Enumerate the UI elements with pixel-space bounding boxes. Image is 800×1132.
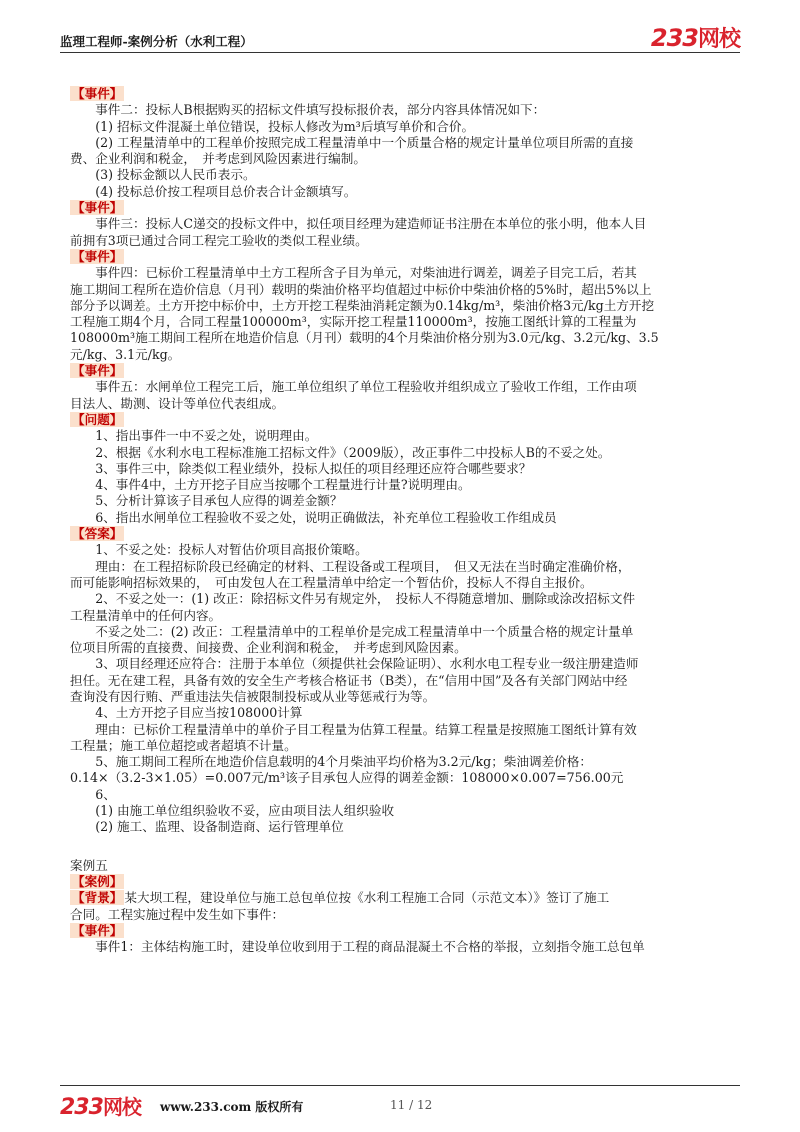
document-body (70, 86, 740, 955)
body-line: 2、不妥之处一：(1) 改正：除招标文件另有规定外， 投标人不得随意增加、删除或涂改招标文件 (70, 591, 636, 607)
body-line: 前拥有3项已通过合同工程完工验收的类似工程业绩。 (70, 232, 368, 248)
body-line: 0.14×（3.2-3×1.05）=0.007元/m³该子目承包人应得的调差金额：108000×0.007=756.00元 (70, 770, 624, 786)
body-line: 事件五：水闸单位工程完工后，施工单位组织了单位工程验收并组织成立了验收工作组，工作由项 (70, 379, 637, 395)
body-line: 5、施工期间工程所在地造价信息载明的4个月柴油平均价格为3.2元/kg；柴油调差价格： (70, 754, 592, 770)
page-number: 11 / 12 (390, 1098, 433, 1112)
body-line: 【事件】 (72, 363, 123, 379)
body-line: 理由：在工程招标阶段已经确定的材料、工程设备或工程项目， 但又无法在当时确定准确价格， (70, 558, 631, 574)
body-line: 3、项目经理还应符合：注册于本单位（须提供社会保险证明）、水利水电工程专业一级注册建造师 (70, 656, 639, 672)
body-line (70, 836, 740, 858)
body-line: (4) 投标总价按工程项目总价表合计金额填写。 (70, 183, 357, 199)
body-line: 1、不妥之处：投标人对暂估价项目高报价策略。 (70, 542, 368, 558)
body-line: 【答案】 (72, 526, 123, 542)
page-footer (60, 1085, 740, 1120)
body-line: 元/kg、3.1元/kg。 (70, 346, 181, 362)
page-header (60, 22, 740, 52)
body-line: 4、事件4中，土方开挖子目应当按哪个工程量进行计量?说明理由。 (70, 477, 471, 493)
body-line: 事件二：投标人B根据购买的招标文件填写投标报价表，部分内容具体情况如下： (70, 102, 546, 118)
body-line: 工程量；施工单位超挖或者超填不计量。 (70, 737, 297, 753)
body-line: (2) 工程量清单中的工程单价按照完成工程量清单中一个质量合格的规定计量单位项目所需的直接 (70, 134, 634, 150)
body-line: (2) 施工、监理、设备制造商、运行管理单位 (70, 819, 344, 835)
body-line: 施工期间工程所在造价信息（月刊）载明的柴油价格平均值超过中标价中柴油价格的5%时，超出5%以上 (70, 281, 652, 297)
body-line: 【事件】 (72, 86, 123, 101)
body-line: 【事件】 (72, 248, 123, 264)
body-line: 【案例】 (72, 873, 123, 889)
body-line: 查询没有因行贿、严重违法失信被限制投标或从业等惩戒行为等。 (70, 688, 436, 704)
logo-233-icon: 233网校 (650, 24, 740, 52)
body-line: (1) 招标文件混凝土单位错误，投标人修改为m³后填写单价和合价。 (70, 118, 475, 134)
body-line: (1) 由施工单位组织验收不妥，应由项目法人组织验收 (70, 803, 395, 819)
body-line: (3) 投标金额以人民币表示。 (70, 167, 256, 183)
footer-logo-233-icon: 233网校 (60, 1095, 141, 1120)
body-line: 而可能影响招标效果的， 可由发包人在工程量清单中给定一个暂估价，投标人不得自主报价。 (70, 574, 593, 590)
body-line: 目法人、勘测、设计等单位代表组成。 (70, 395, 285, 411)
body-line: 6、指出水闸单位工程验收不妥之处，说明正确做法，补充单位工程验收工作组成员 (70, 509, 557, 525)
body-line: 1、指出事件一中不妥之处，说明理由。 (70, 428, 318, 444)
body-line: 3、事件三中，除类似工程业绩外，投标人拟任的项目经理还应符合哪些要求？ (70, 460, 532, 476)
body-line: 事件四：已标价工程量清单中土方工程所含子目为单元，对柴油进行调差，调差子目完工后，若其 (70, 265, 637, 281)
body-line: 【事件】 (72, 200, 123, 216)
body-line: 【问题】 (72, 411, 123, 427)
body-line: 【背景】 某大坝工程，建设单位与施工总包单位按《水利工程施工合同（示范文本）》签订了施工 (72, 890, 610, 906)
body-line: 不妥之处二：(2) 改正：工程量清单中的工程单价是完成工程量清单中一个质量合格的规定计量单 (70, 623, 634, 639)
copyright-text: www.233.com 版权所有 (160, 1100, 304, 1114)
body-line: 担任。无在建工程，具备有效的安全生产考核合格证书（B类），在“信用中国”及各有关部门网站中经 (70, 672, 628, 688)
document-title: 监理工程师-案例分析（水利工程） (60, 34, 253, 49)
header-divider (60, 52, 740, 53)
body-line: 费、企业利润和税金， 并考虑到风险因素进行编制。 (70, 151, 366, 167)
body-line: 案例五 (70, 857, 108, 873)
body-line: 位项目所需的直接费、间接费、企业利润和税金， 并考虑到风险因素。 (70, 640, 467, 656)
body-line: 理由：已标价工程量清单中的单价子目工程量为估算工程量。结算工程量是按照施工图纸计算有效 (70, 721, 637, 737)
body-line: 2、根据《水利水电工程标准施工招标文件》（2009版），改正事件二中投标人B的不妥之处。 (70, 444, 611, 460)
body-line: 事件1：主体结构施工时，建设单位收到用于工程的商品混凝土不合格的举报，立刻指令施工总包单 (70, 939, 645, 955)
body-line: 工程施工期4个月，合同工程量100000m³，实际开挖工程量110000m³，按施工图纸计算的工程量为 (70, 314, 637, 330)
body-line: 5、分析计算该子目承包人应得的调差金额？ (70, 493, 343, 509)
footer-divider (60, 1085, 740, 1086)
body-line: 6、 (70, 786, 116, 802)
body-line: 108000m³施工期间工程所在地造价信息（月刊）载明的4个月柴油价格分别为3.0元/kg、3.2元/kg、3.5 (70, 330, 659, 346)
body-line: 【事件】 (72, 922, 123, 938)
body-line: 工程量清单中的任何内容。 (70, 607, 222, 623)
body-line: 合同。工程实施过程中发生如下事件： (70, 906, 285, 922)
body-line: 事件三：投标人C递交的投标文件中，拟任项目经理为建造师证书注册在本单位的张小明，他本人目 (70, 216, 647, 232)
body-line: 部分予以调差。土方开挖中标价中，土方开挖工程柴油消耗定额为0.14kg/m³，柴油价格3元/kg土方开挖 (70, 297, 655, 313)
body-line: 4、土方开挖子目应当按108000计算 (70, 705, 303, 721)
